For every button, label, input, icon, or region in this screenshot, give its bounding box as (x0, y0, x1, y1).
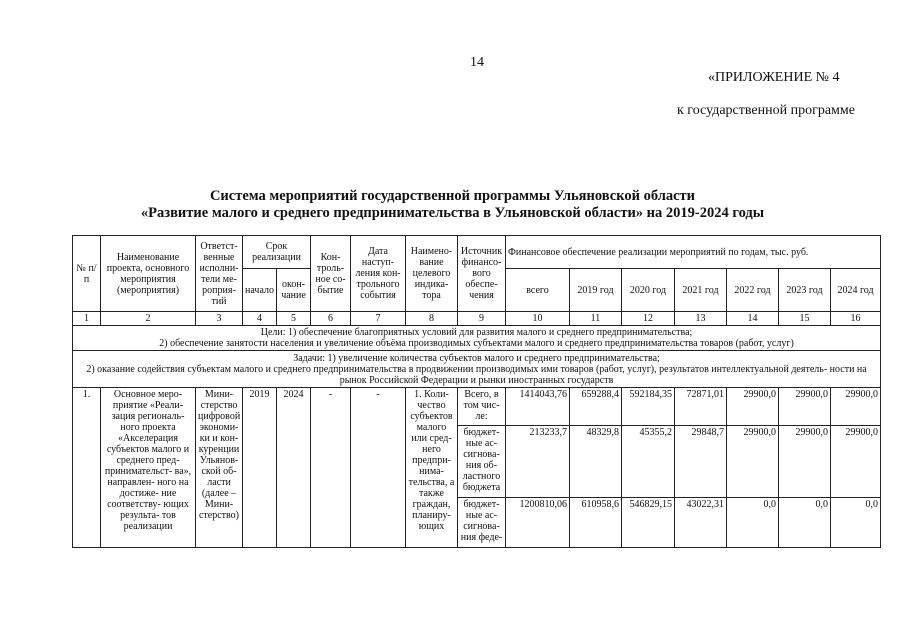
column-number: 1 (73, 312, 101, 326)
appendix-subtitle: к государственной программе (677, 103, 855, 118)
column-number: 14 (727, 312, 779, 326)
value-cell: 72871,01 (675, 388, 727, 426)
source-label: бюджет- ные ас- сигнова- ния феде- (458, 498, 506, 548)
header-2022: 2022 год (727, 269, 779, 312)
row1-responsible: Мини- стерство цифровой экономи- ки и кон- куренции Ульянов- ской об- ласти (далее – Мини- стерство) (196, 388, 243, 548)
source-label: Всего, в том чис- ле: (458, 388, 506, 426)
value-cell: 546829,15 (622, 498, 675, 548)
header-end: окон- чание (277, 269, 311, 312)
page-number: 14 (470, 55, 484, 70)
tasks-line2: 2) оказание содействия субъектам малого и среднего предпринимательства в продвижении производимых ими товаров (работ, услуг), результатов интеллектуальной деятель- ности на рынок Российской Федерации и рынки иностранных государств (86, 363, 867, 386)
tasks-line1: Задачи: 1) увеличение количества субъектов малого и среднего предпринимательства; (293, 352, 660, 364)
row1-num: 1. (73, 388, 101, 548)
goals-line2: 2) обеспечение занятости населения и увеличение объёма производимых субъектами малого и среднего предпринимательства товаров (работ, услуг) (159, 338, 794, 349)
column-number: 3 (196, 312, 243, 326)
source-label: бюджет- ные ас- сигнова- ния об- ластного бюджета (458, 426, 506, 498)
row1-end: 2024 (277, 388, 311, 548)
goals-line1: Цели: 1) обеспечение благоприятных условий для развития малого и среднего предпринимательства; (260, 327, 693, 338)
header-2024: 2024 год (831, 269, 881, 312)
column-number: 4 (243, 312, 277, 326)
value-cell: 29848,7 (675, 426, 727, 498)
header-2020: 2020 год (622, 269, 675, 312)
value-cell: 592184,35 (622, 388, 675, 426)
value-cell: 610958,6 (570, 498, 622, 548)
document-title-line1: Система мероприятий государственной программы Ульяновской области (209, 188, 696, 204)
measures-table (72, 235, 881, 548)
value-cell: 29900,0 (779, 388, 831, 426)
column-number: 8 (406, 312, 458, 326)
header-period: Срок реализации (243, 236, 311, 269)
document-title-line2: «Развитие малого и среднего предпринимательства в Ульяновской области» на 2019-2024 годы (140, 205, 765, 221)
column-number: 13 (675, 312, 727, 326)
value-cell: 1414043,76 (506, 388, 570, 426)
header-2021: 2021 год (675, 269, 727, 312)
value-cell: 1200810,06 (506, 498, 570, 548)
header-indicator: Наимено- вание целевого индика- тора (406, 236, 458, 312)
value-cell: 0,0 (727, 498, 779, 548)
header-total: всего (506, 269, 570, 312)
header-num: № п/п (73, 236, 101, 312)
header-start: начало (243, 269, 277, 312)
column-number: 15 (779, 312, 831, 326)
document-title (0, 188, 905, 222)
value-cell: 29900,0 (831, 426, 881, 498)
value-cell: 45355,2 (622, 426, 675, 498)
row1-indicator: 1. Коли- чество субъектов малого или сред- него предпри- нима- тельства, а также граждан, планиру- ющих (406, 388, 458, 548)
row1-event: - (311, 388, 351, 548)
value-cell: 29900,0 (727, 426, 779, 498)
header-2019: 2019 год (570, 269, 622, 312)
value-cell: 213233,7 (506, 426, 570, 498)
header-responsible: Ответст- венные исполни- тели ме- роприя- тий (196, 236, 243, 312)
header-source: Источник финансо- вого обеспе- чения (458, 236, 506, 312)
appendix-title: «ПРИЛОЖЕНИЕ № 4 (708, 70, 840, 85)
column-number: 7 (351, 312, 406, 326)
column-number: 10 (506, 312, 570, 326)
header-name: Наименование проекта, основного мероприятия (мероприятия) (101, 236, 196, 312)
value-cell: 43022,31 (675, 498, 727, 548)
column-number: 16 (831, 312, 881, 326)
value-cell: 0,0 (831, 498, 881, 548)
column-number: 11 (570, 312, 622, 326)
column-number: 5 (277, 312, 311, 326)
column-number: 2 (101, 312, 196, 326)
column-number: 12 (622, 312, 675, 326)
header-2023: 2023 год (779, 269, 831, 312)
value-cell: 29900,0 (727, 388, 779, 426)
value-cell: 48329,8 (570, 426, 622, 498)
row1-name: Основное меро- приятие «Реали- зация региональ- ного проекта «Акселерация субъектов малого и среднего пред- принимательст- ва», направлен- ного на достиже- ние соответству- ющих результа- тов реализации (101, 388, 196, 548)
column-number: 9 (458, 312, 506, 326)
value-cell: 29900,0 (779, 426, 831, 498)
value-cell: 659288,4 (570, 388, 622, 426)
row1-event-date: - (351, 388, 406, 548)
value-cell: 0,0 (779, 498, 831, 548)
header-financing: Финансовое обеспечение реализации мероприятий по годам, тыс. руб. (506, 236, 881, 269)
header-event: Кон- троль- ное со- бытие (311, 236, 351, 312)
value-cell: 29900,0 (831, 388, 881, 426)
header-event-date: Дата наступ- ления кон- трольного события (351, 236, 406, 312)
row1-start: 2019 (243, 388, 277, 548)
tasks-row (73, 351, 881, 388)
column-number: 6 (311, 312, 351, 326)
goals-row (73, 326, 881, 351)
